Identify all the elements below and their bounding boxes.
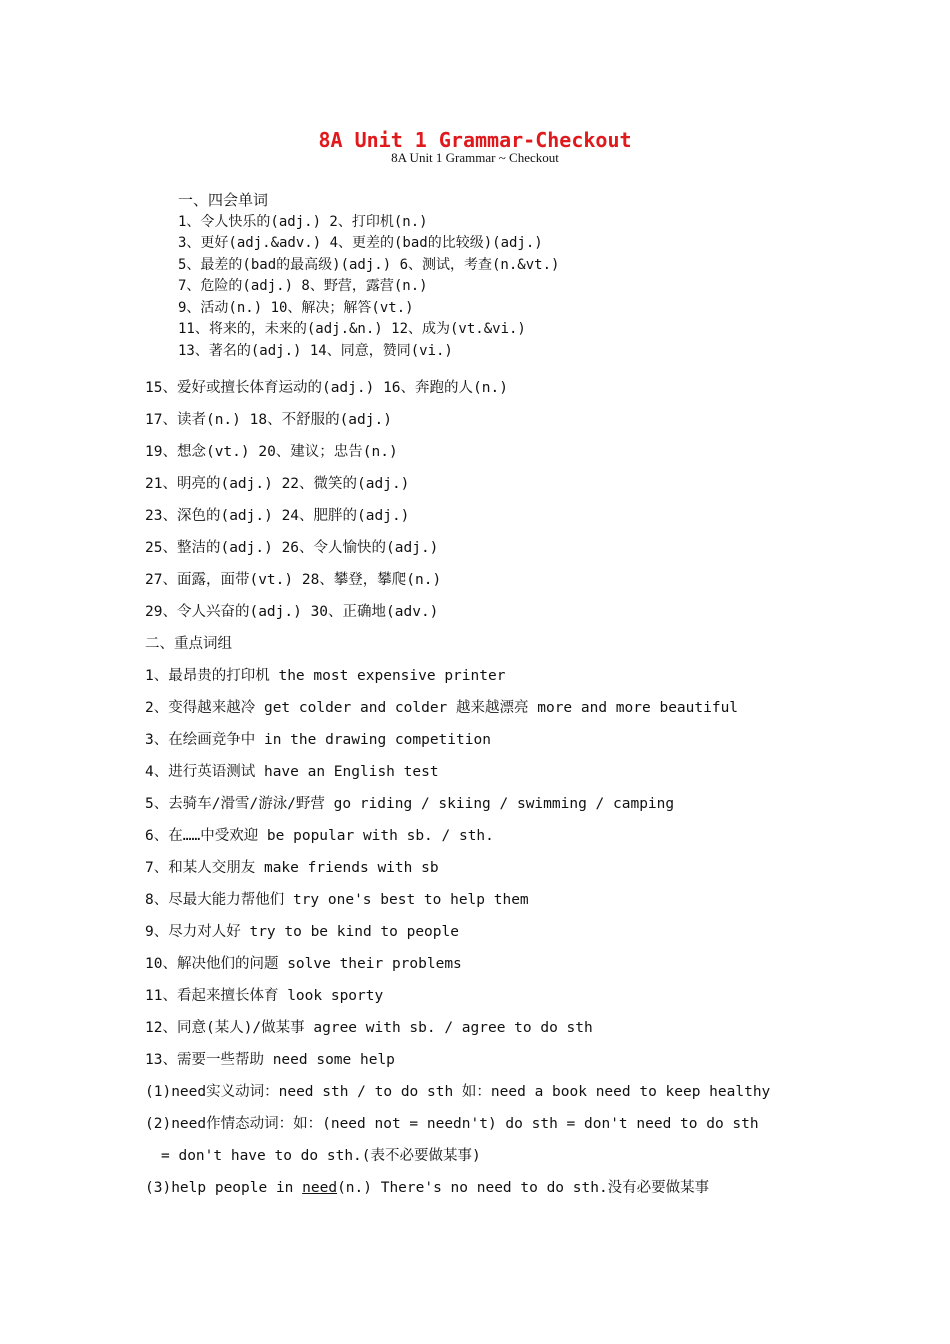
phrase-line-last xyxy=(145,1172,770,1204)
phrase-line: 10、解决他们的问题 solve their problems xyxy=(145,956,462,972)
last-line-prefix: (3)help people in xyxy=(145,1180,303,1196)
phrase-line: (2)need作情态动词：如：(need not = needn't) do sth = don't need to do sth xyxy=(145,1116,759,1132)
underlined-word: need xyxy=(302,1180,338,1196)
document-subtitle: 8A Unit 1 Grammar ~ Checkout xyxy=(391,150,559,165)
last-line-suffix: (n.) There's no need to do sth.没有必要做某事 xyxy=(337,1180,710,1196)
phrases-heading: 二、重点词组 xyxy=(145,636,232,652)
main-section xyxy=(145,372,770,1204)
vocabulary-line: 23、深色的(adj.) 24、肥胖的(adj.) xyxy=(145,508,410,524)
phrase-line: 6、在……中受欢迎 be popular with sb. / sth. xyxy=(145,828,494,844)
phrase-line-indented: = don't have to do sth.(表不必要做某事) xyxy=(161,1148,481,1164)
phrase-line: 13、需要一些帮助 need some help xyxy=(145,1052,395,1068)
phrase-line: 1、最昂贵的打印机 the most expensive printer xyxy=(145,668,506,684)
vocabulary-line: 19、想念(vt.) 20、建议；忠告(n.) xyxy=(145,444,398,460)
phrase-line: 4、进行英语测试 have an English test xyxy=(145,764,439,780)
vocabulary-line: 5、最差的(bad的最高级)(adj.) 6、测试，考查(n.&vt.) xyxy=(178,256,560,273)
phrase-line: 8、尽最大能力帮他们 try one's best to help them xyxy=(145,892,529,908)
vocabulary-line: 21、明亮的(adj.) 22、微笑的(adj.) xyxy=(145,476,410,492)
vocabulary-line: 11、将来的，未来的(adj.&n.) 12、成为(vt.&vi.) xyxy=(178,321,526,337)
phrase-line: 12、同意(某人)/做某事 agree with sb. / agree to do sth xyxy=(145,1020,593,1036)
vocabulary-line: 15、爱好或擅长体育运动的(adj.) 16、奔跑的人(n.) xyxy=(145,380,508,396)
vocabulary-line: 9、活动(n.) 10、解决；解答(vt.) xyxy=(178,299,414,316)
phrase-line: 3、在绘画竞争中 in the drawing competition xyxy=(145,732,491,748)
vocabulary-section xyxy=(178,190,559,362)
vocabulary-line: 1、令人快乐的(adj.) 2、打印机(n.) xyxy=(178,213,428,230)
phrase-line: (1)need实义动词：need sth / to do sth 如：need a book need to keep healthy xyxy=(145,1084,771,1100)
phrase-line: 7、和某人交朋友 make friends with sb xyxy=(145,860,439,876)
phrase-line: 9、尽力对人好 try to be kind to people xyxy=(145,924,459,940)
phrase-line: 5、去骑车/滑雪/游泳/野营 go riding / skiing / swimming / camping xyxy=(145,796,675,812)
vocabulary-line: 13、著名的(adj.) 14、同意，赞同(vi.) xyxy=(178,342,453,359)
vocabulary-heading: 一、四会单词 xyxy=(178,191,269,209)
vocabulary-line: 25、整洁的(adj.) 26、令人愉快的(adj.) xyxy=(145,540,439,556)
vocabulary-line: 7、危险的(adj.) 8、野营，露营(n.) xyxy=(178,278,428,294)
phrase-line: 11、看起来擅长体育 look sporty xyxy=(145,988,384,1004)
vocabulary-line: 29、令人兴奋的(adj.) 30、正确地(adv.) xyxy=(145,604,439,620)
vocabulary-line: 17、读者(n.) 18、不舒服的(adj.) xyxy=(145,412,392,428)
phrase-line: 2、变得越来越冷 get colder and colder 越来越漂亮 more and more beautiful xyxy=(145,700,739,716)
vocabulary-line: 3、更好(adj.&adv.) 4、更差的(bad的比较级)(adj.) xyxy=(178,235,543,251)
document-title: 8A Unit 1 Grammar-Checkout xyxy=(318,128,632,152)
vocabulary-line: 27、面露，面带(vt.) 28、攀登，攀爬(n.) xyxy=(145,572,442,588)
